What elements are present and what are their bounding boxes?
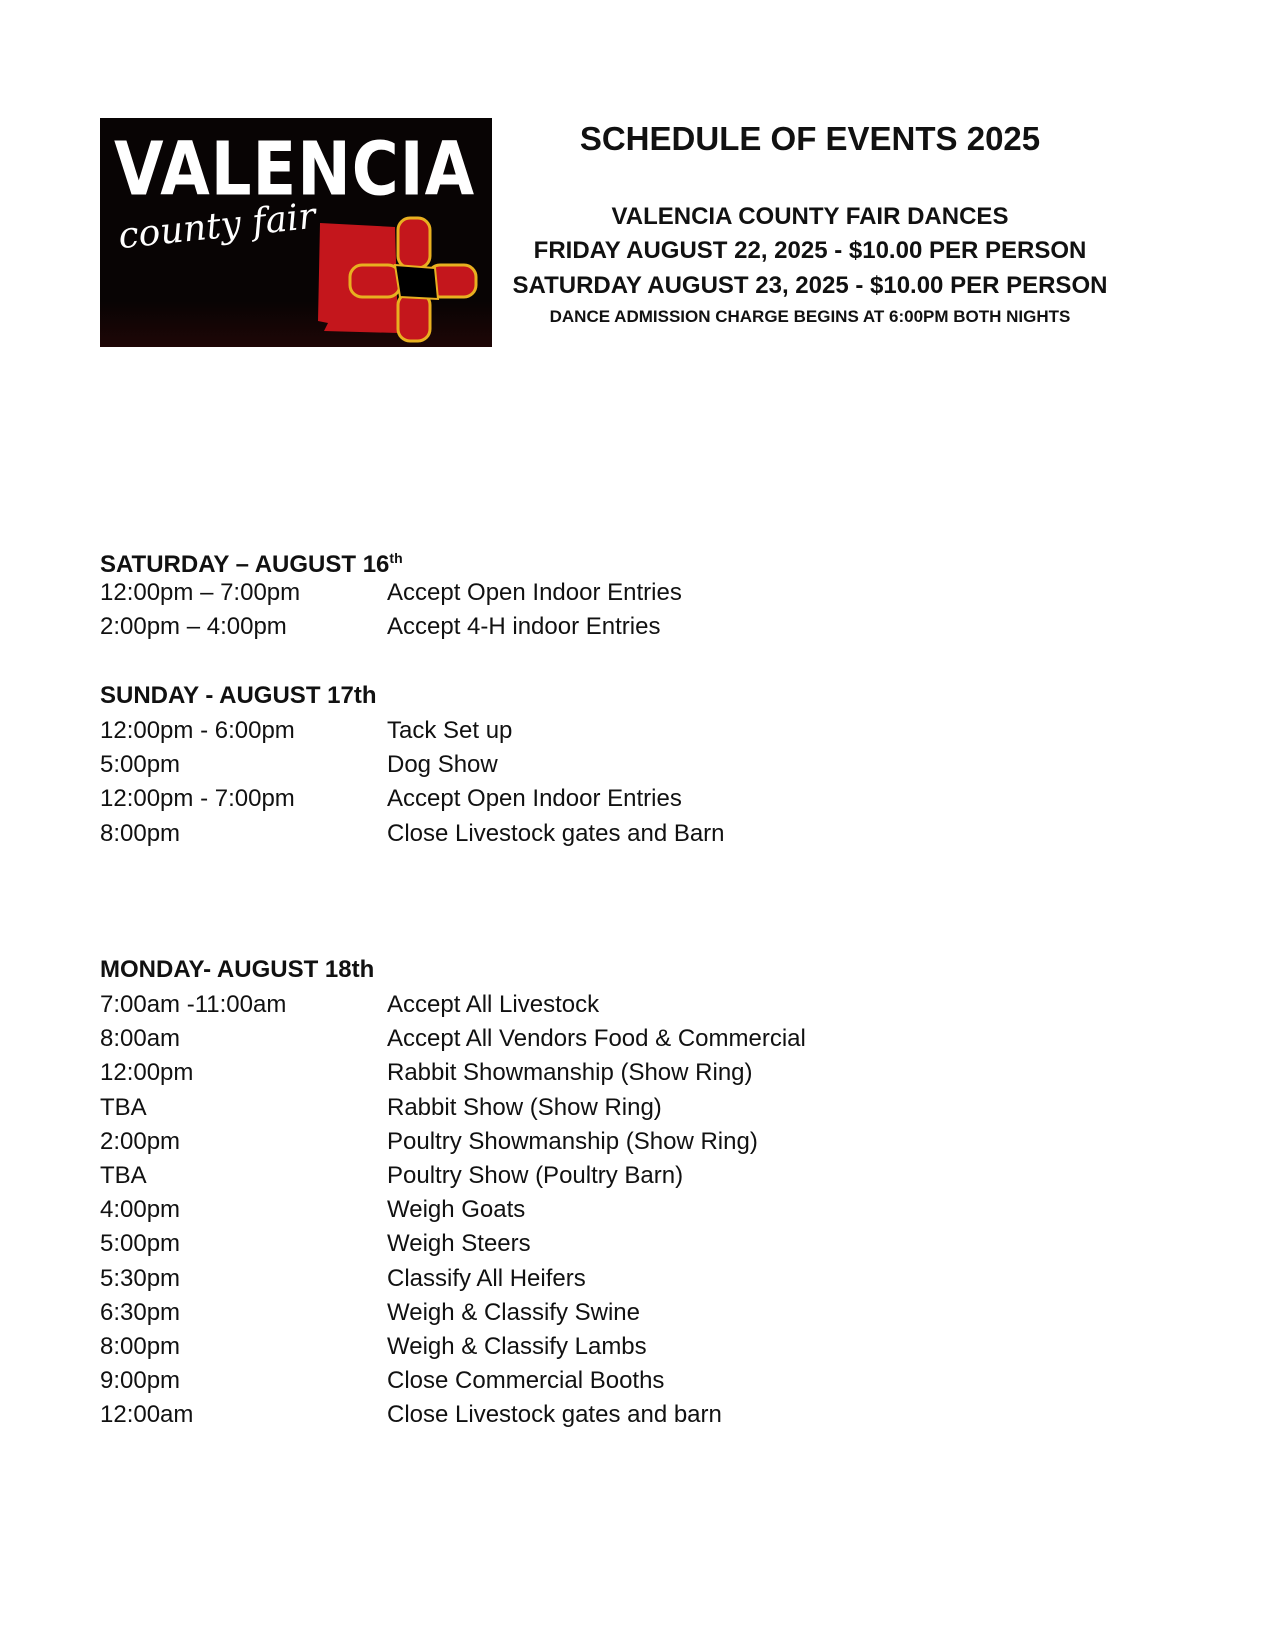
event-time: 6:30pm <box>100 1298 181 1326</box>
event-name: Weigh & Classify Lambs <box>387 1332 647 1360</box>
event-time: 12:00am <box>100 1401 194 1429</box>
event-time: TBA <box>100 1161 147 1189</box>
event-name: Close Livestock gates and barn <box>387 1401 722 1429</box>
schedule-row <box>100 1296 806 1330</box>
event-name: Accept Open Indoor Entries <box>387 579 682 606</box>
event-name: Poultry Showmanship (Show Ring) <box>387 1127 758 1155</box>
schedule-day-monday <box>100 952 806 1432</box>
event-name: Rabbit Showmanship (Show Ring) <box>387 1059 753 1087</box>
schedule-day-saturday <box>100 540 682 644</box>
event-name: Classify All Heifers <box>387 1264 586 1292</box>
logo-wordmark: VALENCIA <box>114 128 476 214</box>
schedule-row <box>100 1091 806 1125</box>
schedule-row <box>100 1193 806 1227</box>
event-time: 12:00pm - 6:00pm <box>100 717 295 744</box>
day-heading-text: SUNDAY - AUGUST 17th <box>100 682 377 709</box>
event-name: Rabbit Show (Show Ring) <box>387 1093 662 1121</box>
event-name: Accept Open Indoor Entries <box>387 785 682 813</box>
schedule-row <box>100 1022 806 1056</box>
schedule-row <box>100 748 725 782</box>
event-time: 8:00pm <box>100 1332 181 1360</box>
day-heading-text: MONDAY- AUGUST 18th <box>100 956 375 983</box>
dances-heading: VALENCIA COUNTY FAIR DANCES <box>611 203 1009 230</box>
event-name: Tack Set up <box>387 717 513 744</box>
event-name: Weigh Goats <box>387 1196 526 1224</box>
event-name: Accept 4-H indoor Entries <box>387 613 661 641</box>
event-name: Weigh & Classify Swine <box>387 1298 640 1326</box>
event-time: 2:00pm <box>100 1127 181 1155</box>
dance-admission-note: DANCE ADMISSION CHARGE BEGINS AT 6:00PM BOTH NIGHTS <box>549 307 1071 326</box>
valencia-county-fair-logo <box>100 118 492 347</box>
event-time: TBA <box>100 1093 147 1121</box>
event-time: 4:00pm <box>100 1196 181 1224</box>
schedule-row <box>100 782 725 816</box>
schedule-row <box>100 576 682 610</box>
event-name: Close Livestock gates and Barn <box>387 819 725 847</box>
schedule-row <box>100 817 725 851</box>
event-time: 12:00pm – 7:00pm <box>100 579 301 606</box>
schedule-day-sunday <box>100 678 725 851</box>
ordinal-suffix: th <box>389 550 403 566</box>
event-name: Dog Show <box>387 751 498 779</box>
day-heading-text: SATURDAY – AUGUST 16 <box>100 551 390 578</box>
event-name: Accept All Vendors Food & Commercial <box>387 1025 806 1053</box>
event-name: Weigh Steers <box>387 1230 531 1258</box>
schedule-row <box>100 1227 806 1261</box>
page-title: SCHEDULE OF EVENTS 2025 <box>579 120 1041 157</box>
day-heading <box>100 952 806 988</box>
event-time: 9:00pm <box>100 1367 181 1395</box>
event-time: 5:00pm <box>100 1230 181 1258</box>
day-heading <box>100 678 725 714</box>
day-heading <box>100 540 682 576</box>
schedule-row <box>100 1159 806 1193</box>
event-time: 5:30pm <box>100 1264 181 1292</box>
event-time: 2:00pm – 4:00pm <box>100 613 287 641</box>
event-name: Poultry Show (Poultry Barn) <box>387 1161 684 1189</box>
logo-script: county fair <box>116 195 318 258</box>
event-time: 8:00pm <box>100 819 181 847</box>
event-time: 5:00pm <box>100 751 181 779</box>
schedule-row <box>100 610 682 644</box>
event-name: Accept All Livestock <box>387 991 600 1018</box>
new-mexico-zia-icon <box>310 213 480 343</box>
schedule-row <box>100 1262 806 1296</box>
dance-saturday: SATURDAY AUGUST 23, 2025 - $10.00 PER PERSON <box>512 272 1108 299</box>
event-time: 12:00pm - 7:00pm <box>100 785 295 813</box>
schedule-row <box>100 1330 806 1364</box>
dance-friday: FRIDAY AUGUST 22, 2025 - $10.00 PER PERSON <box>533 237 1087 264</box>
schedule-row <box>100 1125 806 1159</box>
schedule-row <box>100 1056 806 1090</box>
schedule-row <box>100 988 806 1022</box>
event-time: 7:00am -11:00am <box>100 991 287 1018</box>
schedule-row <box>100 714 725 748</box>
event-time: 8:00am <box>100 1025 181 1053</box>
event-name: Close Commercial Booths <box>387 1367 665 1395</box>
schedule-row <box>100 1364 806 1398</box>
event-time: 12:00pm <box>100 1059 194 1087</box>
schedule-row <box>100 1398 806 1432</box>
